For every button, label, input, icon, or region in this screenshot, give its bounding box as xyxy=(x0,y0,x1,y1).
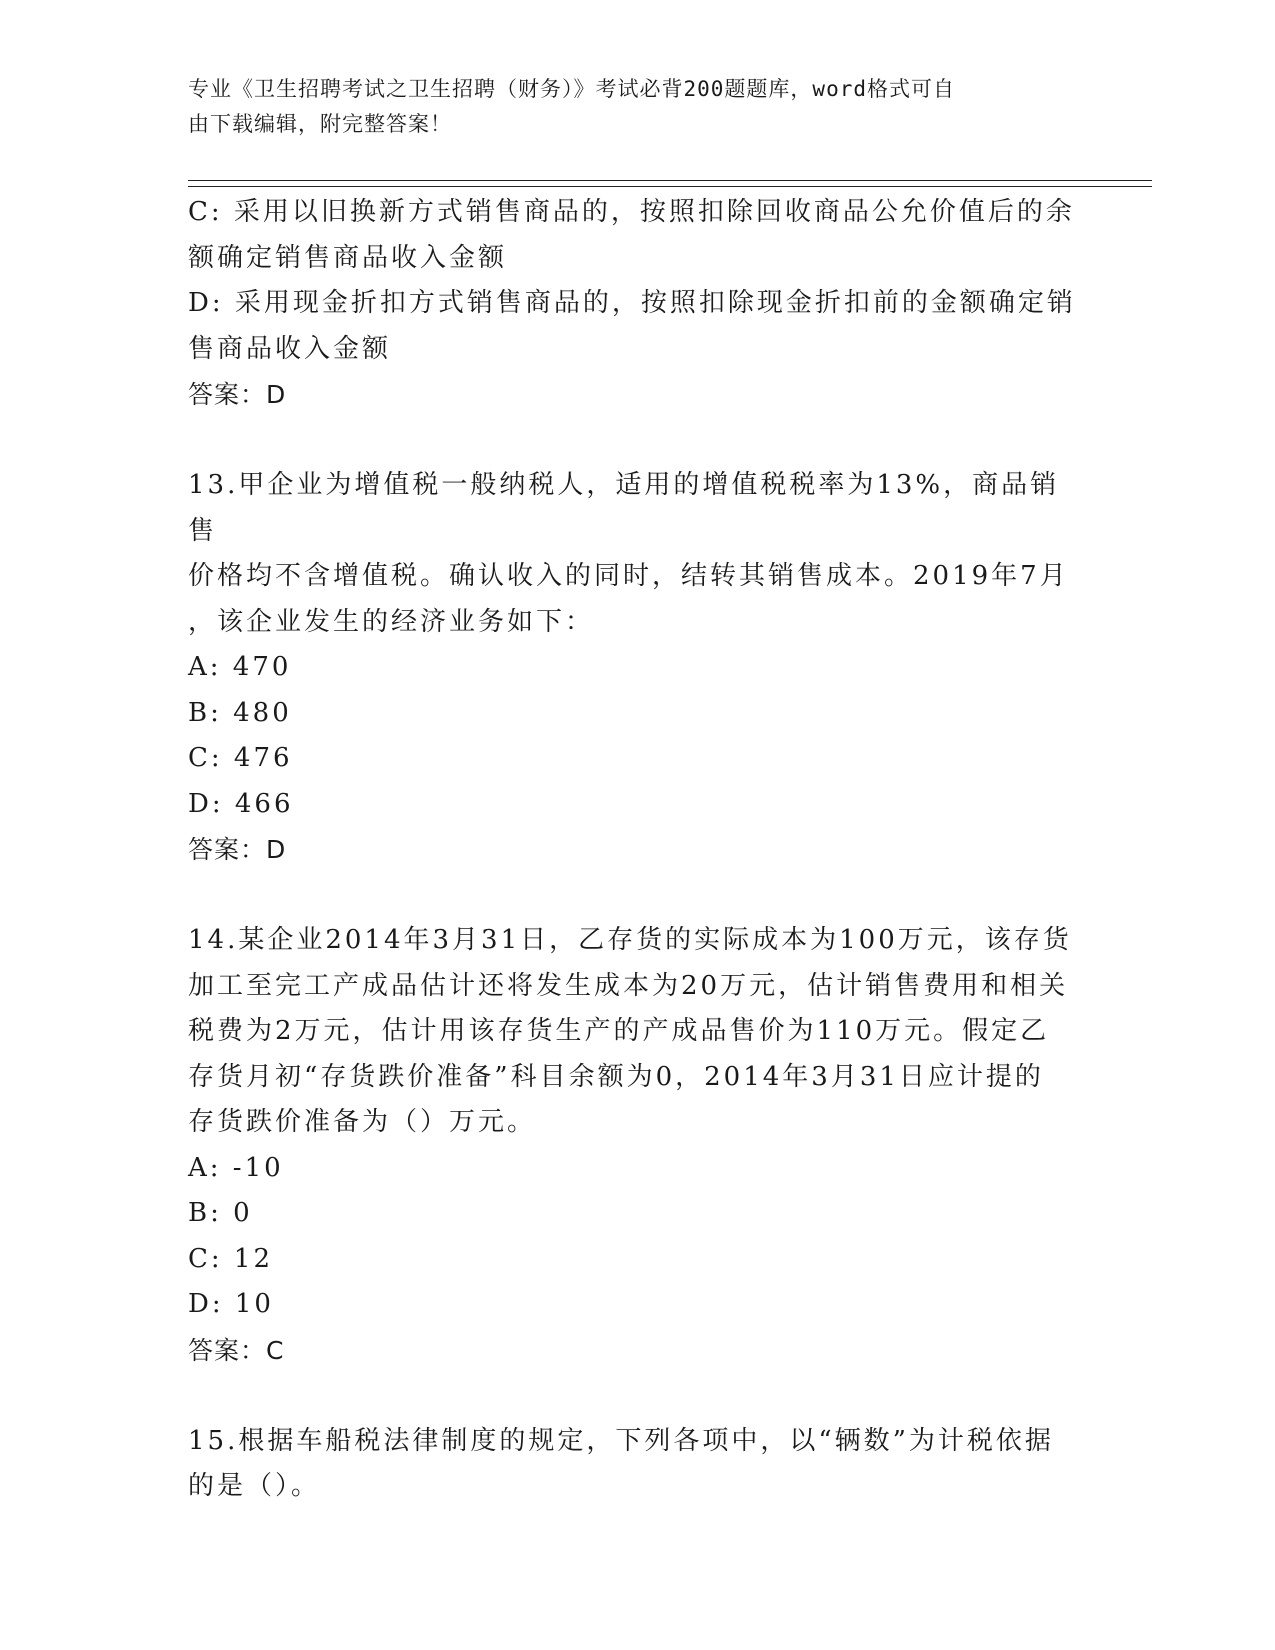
option-b: B: 0 xyxy=(188,1198,253,1228)
question-stem-line: 存货跌价准备为（）万元。 xyxy=(188,1107,537,1137)
option-c: C: 12 xyxy=(188,1243,274,1274)
option-b: B: 480 xyxy=(188,697,292,728)
question-13 xyxy=(188,463,1088,873)
option-c-line: 额确定销售商品收入金额 xyxy=(188,242,508,273)
spacer xyxy=(188,1373,1088,1419)
question-stem-line: 加工至完工产成品估计还将发生成本为20万元，估计销售费用和相关 xyxy=(188,970,1069,1001)
question-stem-line: 存货月初“存货跌价准备”科目余额为0，2014年3月31日应计提的 xyxy=(188,1061,1044,1092)
document-body xyxy=(188,190,1088,1510)
option-a: A: 470 xyxy=(188,652,292,682)
answer: 答案：C xyxy=(188,1335,285,1365)
option-d-line: D: 采用现金折扣方式销售商品的，按照扣除现金折扣前的金额确定销 xyxy=(188,288,1076,318)
question-14 xyxy=(188,918,1088,1373)
question-12 xyxy=(188,190,1088,418)
header-title-line-1: 专业《卫生招聘考试之卫生招聘（财务）》考试必背200题题库，word格式可自 xyxy=(188,77,955,101)
answer: 答案：D xyxy=(188,380,287,409)
option-c: C: 476 xyxy=(188,743,293,773)
question-stem-line: 13.甲企业为增值税一般纳税人，适用的增值税税率为13%，商品销售 xyxy=(188,470,1060,546)
question-15 xyxy=(188,1419,1088,1510)
option-d-line: 售商品收入金额 xyxy=(188,333,392,364)
question-stem-line: 14.某企业2014年3月31日，乙存货的实际成本为100万元，该存货 xyxy=(188,925,1072,955)
header-divider-top xyxy=(188,180,1152,181)
question-stem-line: 的是（）。 xyxy=(188,1471,321,1501)
document-header xyxy=(188,72,1068,142)
option-a: A: -10 xyxy=(188,1152,284,1183)
answer: 答案：D xyxy=(188,835,287,864)
spacer xyxy=(188,873,1088,919)
question-stem-line: 价格均不含增值税。确认收入的同时，结转其销售成本。2019年7月 xyxy=(188,561,1069,591)
question-stem-line: 税费为2万元，估计用该存货生产的产成品售价为110万元。假定乙 xyxy=(188,1016,1050,1046)
option-d: D: 10 xyxy=(188,1289,274,1319)
header-title-line-2: 由下载编辑，附完整答案！ xyxy=(188,112,452,136)
question-stem-line: 15.根据车船税法律制度的规定，下列各项中，以“辆数”为计税依据 xyxy=(188,1425,1054,1456)
header-divider-bottom xyxy=(188,186,1152,187)
option-c-line: C: 采用以旧换新方式销售商品的，按照扣除回收商品公允价值后的余 xyxy=(188,197,1075,227)
question-stem-line: ，该企业发生的经济业务如下： xyxy=(188,606,595,637)
option-d: D: 466 xyxy=(188,788,294,819)
spacer xyxy=(188,418,1088,464)
